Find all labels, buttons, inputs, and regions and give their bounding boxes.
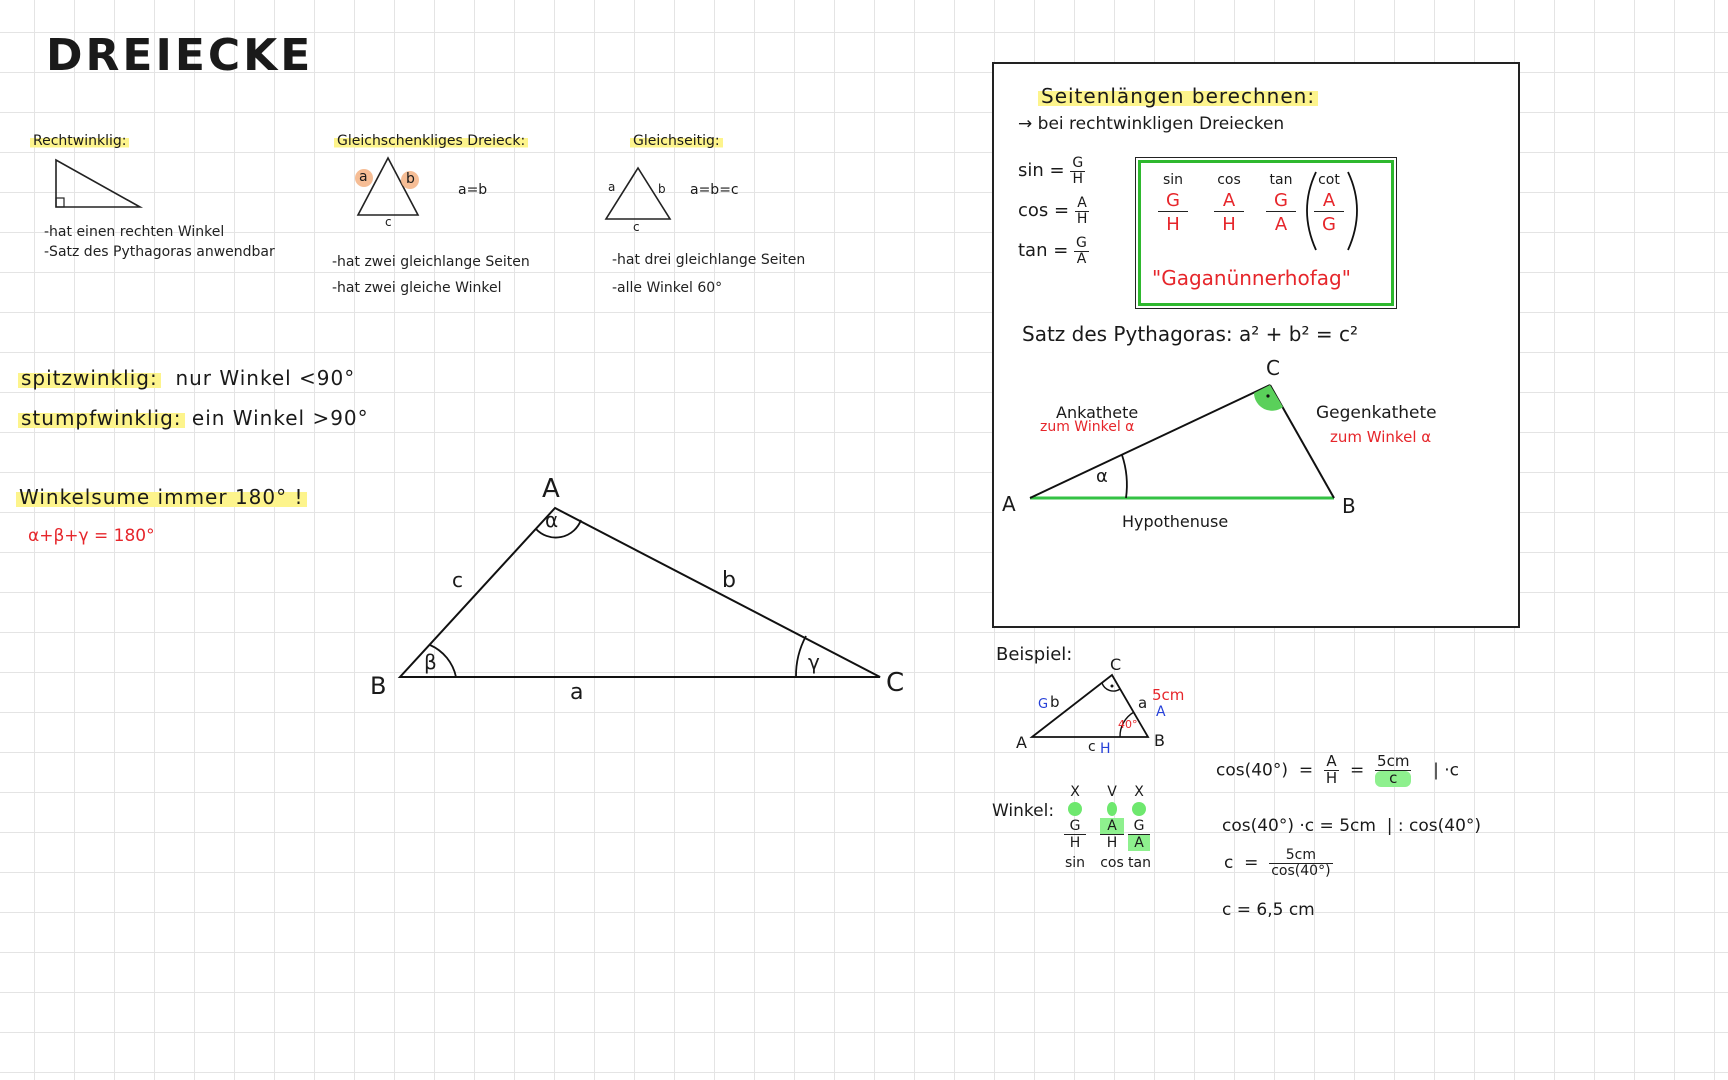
- right-note-1: -hat einen rechten Winkel: [44, 224, 225, 240]
- isosceles-note-2: -hat zwei gleiche Winkel: [332, 280, 502, 296]
- big-angle-alpha: α: [545, 508, 559, 532]
- example-side-a-value: 5cm: [1152, 686, 1185, 704]
- panel-vertex-a: A: [1002, 492, 1016, 516]
- angle-sum-heading: Winkelsume immer 180° !: [16, 485, 307, 509]
- example-side-c: c: [1088, 739, 1096, 755]
- panel-vertex-b: B: [1342, 494, 1356, 518]
- example-heading: Beispiel:: [996, 644, 1073, 665]
- calc-step-2: cos(40°) ·c = 5cm | : cos(40°): [1222, 816, 1482, 836]
- opposite-label: Gegenkathete: [1316, 403, 1437, 423]
- big-side-c: c: [452, 568, 463, 592]
- hypotenuse-label: Hypothenuse: [1122, 512, 1229, 531]
- mnemonic-col-sin: sin G H: [1158, 172, 1188, 235]
- big-side-b: b: [722, 568, 736, 593]
- page-title: DREIECKE: [46, 30, 314, 81]
- big-angle-beta: β: [424, 650, 437, 674]
- adjacent-label: Ankathete: [1056, 403, 1139, 422]
- right-note-2: -Satz des Pythagoras anwendbar: [44, 244, 275, 260]
- choice-col-sin: X G H sin: [1064, 784, 1086, 871]
- equilateral-heading: Gleichseitig:: [630, 133, 723, 149]
- formula-tan: tan = $\frac{G}{A}$: [1018, 235, 1087, 267]
- equilateral-note-2: -alle Winkel 60°: [612, 280, 723, 296]
- example-angle: 40°: [1118, 718, 1138, 731]
- big-side-a: a: [570, 680, 584, 705]
- mnemonic-phrase: "Gaganünnerhofag": [1152, 266, 1351, 290]
- panel-subheading: → bei rechtwinkligen Dreiecken: [1018, 114, 1285, 134]
- obtuse-line: stumpfwinklig: ein Winkel >90°: [18, 406, 369, 430]
- equilateral-label-b: b: [658, 182, 666, 196]
- panel-heading: Seitenlängen berechnen:: [1038, 84, 1318, 108]
- example-vertex-a: A: [1016, 733, 1027, 752]
- equilateral-equation: a=b=c: [690, 182, 739, 198]
- formula-cos: cos = $\frac{A}{H}$: [1018, 195, 1088, 227]
- calc-step-3: c = $\frac{5cm}{\cos(40^\circ)}$: [1224, 847, 1331, 879]
- example-side-a: a: [1138, 694, 1148, 712]
- example-side-b-tag: G: [1038, 697, 1049, 712]
- choice-col-tan: X G A tan: [1128, 784, 1151, 871]
- example-side-c-tag: H: [1100, 741, 1111, 757]
- adjacent-sub-label: zum Winkel α: [1040, 419, 1135, 435]
- isosceles-heading: Gleichschenkliges Dreieck:: [334, 133, 528, 149]
- mnemonic-col-cos: cos A H: [1214, 172, 1244, 235]
- mnemonic-col-tan: tan G A: [1266, 172, 1296, 235]
- big-angle-gamma: γ: [808, 650, 820, 674]
- big-vertex-a: A: [542, 474, 560, 504]
- example-vertex-b: B: [1154, 731, 1165, 750]
- isosceles-label-c: c: [385, 215, 392, 229]
- equilateral-label-a: a: [608, 180, 616, 194]
- panel-vertex-c: C: [1266, 356, 1280, 380]
- equilateral-label-c: c: [633, 220, 640, 234]
- isosceles-label-a: a: [359, 169, 368, 185]
- example-side-a-tag: A: [1156, 704, 1166, 720]
- formula-sin: sin = $\frac{G}{H}$: [1018, 155, 1084, 187]
- calc-step-1: cos(40°) = $\frac{A}{H}$ = $\frac{5cm}{c}$ | ·c: [1216, 752, 1459, 787]
- isosceles-note-1: -hat zwei gleichlange Seiten: [332, 254, 530, 270]
- pythagoras-formula: Satz des Pythagoras: a² + b² = c²: [1022, 322, 1358, 346]
- big-vertex-b: B: [370, 672, 387, 700]
- isosceles-equation: a=b: [458, 182, 488, 198]
- panel-angle-alpha: α: [1096, 466, 1108, 487]
- opposite-sub-label: zum Winkel α: [1330, 428, 1432, 446]
- winkel-label: Winkel:: [992, 801, 1055, 821]
- calc-result: c = 6,5 cm: [1222, 900, 1315, 920]
- example-side-b: b: [1050, 693, 1060, 711]
- isosceles-label-b: b: [406, 171, 415, 187]
- mnemonic-col-cot: cot A G: [1314, 172, 1344, 235]
- acute-line: spitzwinklig: nur Winkel <90°: [18, 366, 355, 390]
- choice-col-cos: V A H cos: [1100, 784, 1124, 871]
- example-vertex-c: C: [1110, 655, 1122, 674]
- right-triangle-heading: Rechtwinklig:: [30, 133, 129, 149]
- angle-sum-formula: α+β+γ = 180°: [28, 526, 155, 546]
- equilateral-note-1: -hat drei gleichlange Seiten: [612, 252, 806, 268]
- big-vertex-c: C: [886, 668, 905, 698]
